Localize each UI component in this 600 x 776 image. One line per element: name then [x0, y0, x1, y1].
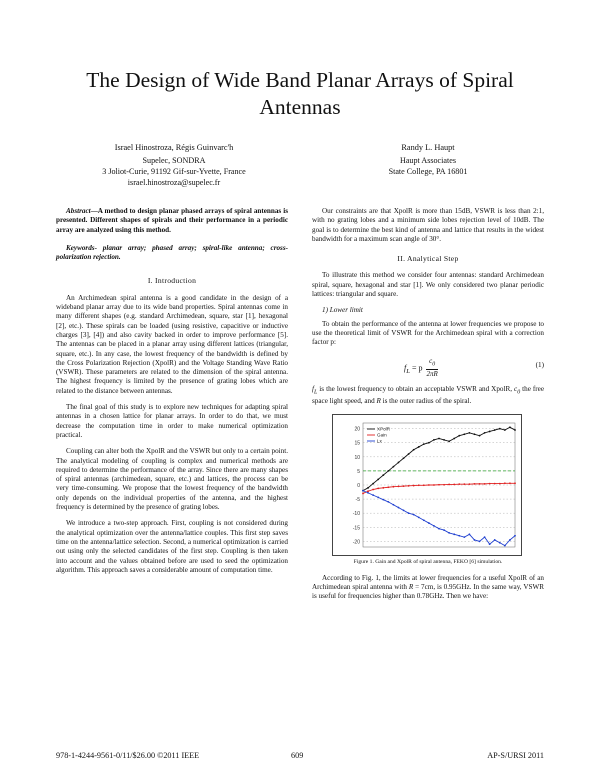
keywords-text: planar array; phased array; spiral-like antenna; cross-polarization rejection.	[56, 243, 288, 262]
data-point	[377, 487, 379, 489]
definition-paragraph: $f_L$ is the lowest frequency to obtain an acceptable VSWR and XpolR, $c_0$ the free space light speed, and R is the outer radius of the spiral.	[312, 384, 544, 406]
data-point	[448, 483, 450, 485]
data-point	[474, 483, 476, 485]
abstract-text: —A method to design planar phased arrays of spiral antennas is presented. Different shapes of spirals and their performance in a periodic array are analyzed using this method.	[56, 207, 288, 234]
data-point	[367, 492, 369, 494]
y-tick-label: -10	[352, 510, 360, 517]
data-point	[509, 482, 511, 484]
data-point	[463, 433, 465, 435]
data-point	[428, 441, 430, 443]
equation-body: $f_L = p$ $\frac{c_0}{2\pi R}$	[404, 356, 438, 379]
left-column	[56, 207, 288, 582]
footer-isbn: 978-1-4244-9561-0/11/$26.00 ©2011 IEEE	[56, 751, 200, 760]
data-point	[443, 483, 445, 485]
data-point	[393, 465, 395, 467]
author-affiliation: Haupt Associates	[400, 156, 456, 165]
data-point	[514, 482, 516, 484]
data-point	[438, 527, 440, 529]
data-point	[408, 512, 410, 514]
y-tick-label: 10	[354, 454, 360, 461]
data-point	[433, 484, 435, 486]
data-point	[382, 474, 384, 476]
data-point	[423, 443, 425, 445]
author-affiliation: Supelec, SONDRA	[142, 156, 206, 165]
data-point	[372, 494, 374, 496]
data-point	[377, 478, 379, 480]
lower-limit-paragraph: To obtain the performance of the antenna at lower frequencies we propose to use the theoretical limit of VSWR for the Archimedean spiral with a correction factor p:	[312, 319, 544, 347]
data-point	[433, 525, 435, 527]
data-point	[458, 434, 460, 436]
equation-number: (1)	[535, 360, 544, 369]
y-tick-label: 5	[357, 468, 360, 475]
data-point	[479, 483, 481, 485]
data-point	[438, 437, 440, 439]
data-point	[372, 482, 374, 484]
data-point	[453, 533, 455, 535]
data-point	[469, 533, 471, 535]
data-point	[398, 506, 400, 508]
legend-label: XPolR	[377, 426, 391, 432]
author-names: Israel Hinostroza, Régis Guinvarc'h	[114, 143, 234, 152]
equation-fraction: $\frac{c_0}{2\pi R}$	[426, 356, 438, 379]
data-point	[398, 485, 400, 487]
figure-1-chart	[332, 414, 522, 556]
keywords-label: Keywords-	[66, 243, 97, 252]
data-point	[408, 485, 410, 487]
data-point	[413, 448, 415, 450]
y-tick-label: 0	[357, 482, 360, 489]
data-point	[484, 536, 486, 538]
abstract	[56, 207, 288, 235]
right-column	[312, 207, 544, 608]
paper-title: The Design of Wide Band Planar Arrays of Spiral Antennas	[86, 68, 514, 119]
data-point	[413, 484, 415, 486]
data-point	[428, 484, 430, 486]
abstract-label: Abstract	[66, 207, 91, 215]
closing-paragraph: According to Fig. 1, the limits at lower frequencies for a useful XpolR of an Archimedean spiral antenna with R = 7cm, is 0.95GHz. In the same way, VSWR is useful for frequencies higher than 0.78GHz. Then we have:	[312, 573, 544, 601]
data-point	[443, 529, 445, 531]
data-point	[504, 429, 506, 431]
author-block-2	[312, 142, 544, 177]
data-point	[469, 432, 471, 434]
footer-conference: AP-S/URSI 2011	[487, 751, 544, 760]
data-point	[494, 539, 496, 541]
data-point	[514, 429, 516, 431]
author-names: Randy L. Haupt	[401, 143, 455, 152]
author-address: State College, PA 16801	[388, 167, 468, 176]
intro-paragraph: We introduce a two-step approach. First, coupling is not considered during the analytical optimization over the antenna/lattice couples. This first step saves time on the antenna/lattice selection. Second, a numerical optimization is carried out using only the selected candidates of the first step. Coupling is then taken into account and the values obtained before are used to seed the optimization algorithm. This approach saves a considerable amount of computation time.	[56, 519, 288, 574]
data-point	[362, 489, 364, 491]
data-point	[403, 485, 405, 487]
y-tick-label: 20	[354, 426, 360, 433]
figure-caption: Figure 1. Gain and XpolR of spiral antenna, FEKO [6] simulation.	[353, 558, 503, 565]
data-point	[458, 534, 460, 536]
footer-page-number: 609	[291, 751, 304, 760]
data-point	[438, 483, 440, 485]
intro-paragraph: An Archimedean spiral antenna is a good candidate in the design of a wideband planar array due to its wide band properties. Spiral antennas come in many different shapes (e.g. standard Archimedean, square, star [1], hexagonal [2], etc.). These spirals can be loaded (using resistive, capacitive or inductive charges [3], [4]) and also cavity backed in order to improve performance [5]. The antennas can be placed in a planar array using different lattices (triangular, square, etc.). In any case, the lowest frequency of the bandwidth is defined by the Cross Polarization Rejection (XpolR) and the Voltage Standing Wave Ratio (VSWR). These parameters are related to the dimension of the spiral antenna. The highest frequency is limited by the presence of grating lobes which are related to the distance between antennas.	[56, 293, 288, 395]
data-point	[514, 534, 516, 536]
legend-label: Gain	[377, 432, 387, 438]
keywords	[56, 244, 288, 263]
data-point	[453, 483, 455, 485]
data-point	[494, 429, 496, 431]
data-point	[499, 427, 501, 429]
data-point	[479, 434, 481, 436]
data-point	[474, 539, 476, 541]
data-point	[433, 439, 435, 441]
data-point	[489, 482, 491, 484]
legend-label: Lx	[377, 438, 382, 444]
analytical-paragraph: To illustrate this method we consider four antennas: standard Archimedean spiral, square, hexagonal and star [1]. We only considered two planar periodic lattices: triangular and square.	[312, 271, 544, 299]
data-point	[458, 483, 460, 485]
data-point	[387, 470, 389, 472]
data-point	[489, 430, 491, 432]
data-point	[423, 484, 425, 486]
data-point	[372, 488, 374, 490]
y-tick-label: 15	[354, 440, 360, 447]
y-tick-label: -20	[352, 538, 360, 545]
data-point	[499, 541, 501, 543]
data-point	[509, 539, 511, 541]
data-point	[448, 440, 450, 442]
data-point	[367, 490, 369, 492]
data-point	[499, 482, 501, 484]
y-tick-label: -15	[352, 524, 360, 531]
data-point	[443, 439, 445, 441]
data-point	[362, 492, 364, 494]
data-point	[484, 432, 486, 434]
data-point	[504, 544, 506, 546]
data-point	[453, 437, 455, 439]
data-point	[484, 483, 486, 485]
gain-xpolr-chart	[333, 415, 521, 555]
data-point	[403, 509, 405, 511]
data-point	[382, 486, 384, 488]
author-block-1	[56, 142, 292, 188]
section-heading-analytical: II. Analytical Step	[397, 254, 459, 264]
data-point	[393, 485, 395, 487]
data-point	[494, 482, 496, 484]
subsection-heading-lower-limit: 1) Lower limit	[322, 306, 363, 315]
data-point	[489, 543, 491, 545]
y-tick-label: -5	[355, 496, 360, 503]
data-point	[418, 516, 420, 518]
data-point	[418, 446, 420, 448]
data-point	[403, 457, 405, 459]
intro-paragraph: The final goal of this study is to explore new techniques for adapting spiral antennas in a chosen lattice for planar arrays. In order to do that, we must decrease the computation time in order to make numerical optimization practical.	[56, 403, 288, 439]
section-heading-introduction: I. Introduction	[147, 276, 197, 286]
data-point	[387, 501, 389, 503]
data-point	[469, 483, 471, 485]
data-point	[423, 519, 425, 521]
data-point	[448, 532, 450, 534]
data-point	[504, 482, 506, 484]
data-point	[387, 486, 389, 488]
data-point	[413, 513, 415, 515]
data-point	[428, 522, 430, 524]
data-point	[398, 461, 400, 463]
author-address: 3 Joliot-Curie, 91192 Gif-sur-Yvette, France	[102, 167, 246, 176]
data-point	[377, 496, 379, 498]
data-point	[393, 503, 395, 505]
data-point	[463, 483, 465, 485]
data-point	[367, 486, 369, 488]
data-point	[463, 536, 465, 538]
author-email: israel.hinostroza@supelec.fr	[127, 178, 221, 187]
data-point	[408, 453, 410, 455]
equation-1	[312, 355, 544, 379]
data-point	[474, 433, 476, 435]
data-point	[382, 498, 384, 500]
data-point	[509, 426, 511, 428]
constraints-paragraph: Our constraints are that XpolR is more than 15dB, VSWR is less than 2:1, with no grating lobes and a minimum side lobes rejection level of 10dB. The goal is to determine the best kind of antenna and lattice that results in the widest bandwidth for a maximum scan angle of 30°.	[312, 207, 544, 243]
data-point	[418, 484, 420, 486]
data-point	[479, 540, 481, 542]
intro-paragraph: Coupling can alter both the XpolR and the VSWR but only to a certain point. The analytical modeling of coupling is complex and numerical methods are required to determine the performance of the array. Since there are many shapes of spiral antennas (archimedean, square, etc.) and lattices, the process can be very time-consuming. We propose that the lowest frequency of the bandwidth only depends on the individual properties of the antenna, and the highest frequency is determined by the presence of grating lobes.	[56, 447, 288, 512]
